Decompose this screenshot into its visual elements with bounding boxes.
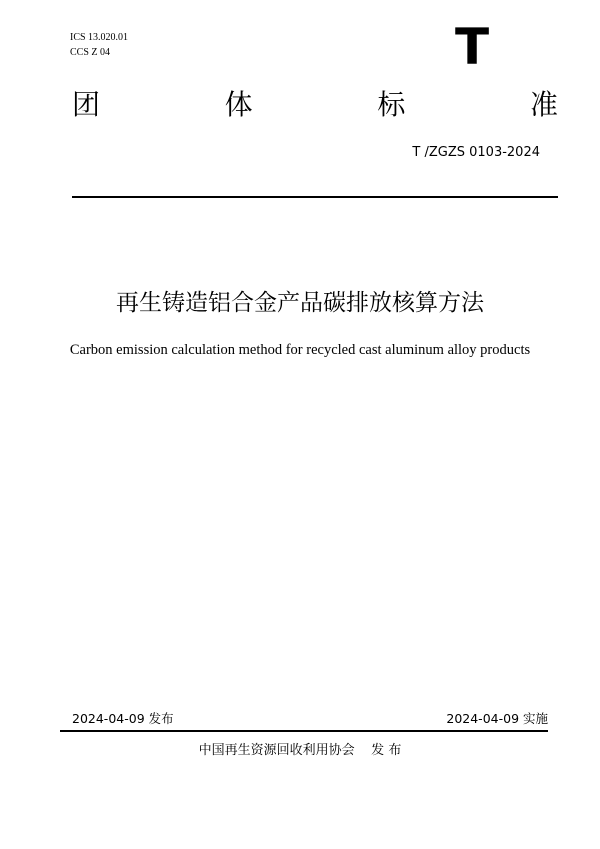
document-title-english: Carbon emission calculation method for recycled cast aluminum alloy products <box>69 342 531 358</box>
publisher: 中国再生资源回收利用协会 发 布 <box>198 743 402 758</box>
header-divider <box>72 196 558 198</box>
standard-type-char: 标 <box>377 88 406 121</box>
footer-divider <box>60 730 548 732</box>
standard-type-char: 团 <box>72 88 101 121</box>
implement-date: 2024-04-09 实施 <box>446 711 548 726</box>
document-title-chinese: 再生铸造铝合金产品碳排放核算方法 <box>116 290 484 316</box>
standard-number: T /ZGZS 0103-2024 <box>412 145 540 160</box>
standard-type-heading <box>72 88 558 122</box>
ccs-code: CCS Z 04 <box>70 47 111 58</box>
standard-type-char: 准 <box>529 88 558 121</box>
ics-code: ICS 13.020.01 <box>70 32 129 43</box>
classification-codes <box>70 30 128 60</box>
standard-type-char: 体 <box>224 88 253 121</box>
publish-date: 2024-04-09 发布 <box>72 711 174 726</box>
standard-type-letter: T <box>455 18 490 76</box>
